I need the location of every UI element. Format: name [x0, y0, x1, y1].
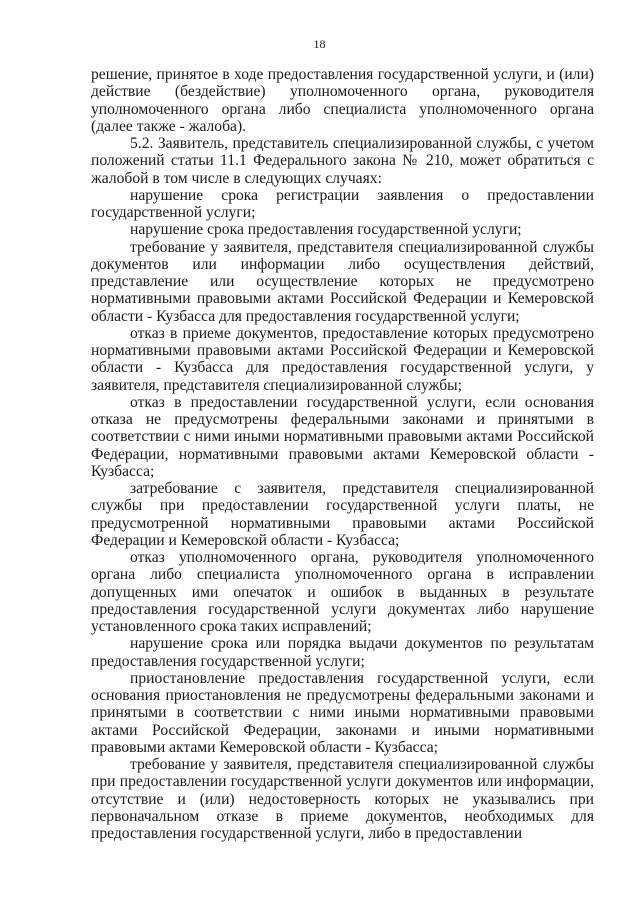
paragraph-missing-info-demand: требование у заявителя, представителя специализированной службы при предоставлении государственной услуги документов или информации, отсутствие и (или) недостоверность которых не указывались при первоначальном отказе в приеме документов, необходимых для предоставления государственной услуги, либо в предоставлении	[91, 756, 594, 842]
paragraph-error-correction-refusal: отказ уполномоченного органа, руководителя уполномоченного органа либо специалиста уполномоченного органа в исправлении допущенных ими опечаток и ошибок в выданных в результате предоставления государственной услуги документах либо нарушение установленного срока таких исправлений;	[91, 549, 594, 635]
paragraph-extra-documents-demand: требование у заявителя, представителя специализированной службы документов или информации либо осуществления действий, представление или осуществление которых не предусмотрено нормативными правовыми актами Российской Федерации и Кемеровской области - Кузбасса для предоставления государственной услуги;	[91, 238, 594, 325]
paragraph-issuance-violation: нарушение срока или порядка выдачи документов по результатам предоставления государственной услуги;	[91, 635, 594, 670]
paragraph-service-refusal: отказ в предоставлении государственной услуги, если основания отказа не предусмотрены федеральными законами и принятыми в соответствии с ними иными нормативными правовыми актами Российской Федерации, нормативными правовыми актами Кемеровской области - Кузбасса;	[91, 393, 594, 480]
paragraph-service-deadline: нарушение срока предоставления государственной услуги;	[130, 221, 522, 239]
document-body	[91, 66, 594, 842]
page-number: 18	[313, 37, 326, 51]
paragraph-complaint-definition-end: решение, принятое в ходе предоставления государственной услуги, и (или) действие (бездействие) уполномоченного органа, руководителя уполномоченного органа либо специалиста уполномоченного органа (далее также - жалоба).	[91, 66, 594, 135]
paragraph-documents-refusal: отказ в приеме документов, предоставление которых предусмотрено нормативными правовыми актами Российской Федерации и Кемеровской области - Кузбасса для предоставления государственной услуги, у заявителя, представителя специализированной службы;	[91, 324, 594, 394]
paragraph-5-2-intro: 5.2. Заявитель, представитель специализированной службы, с учетом положений статьи 11.1 Федерального закона № 210, может обратиться с жалобой в том числе в следующих случаях:	[91, 135, 594, 187]
paragraph-suspension: приостановление предоставления государственной услуги, если основания приостановления не предусмотрены федеральными законами и принятыми в соответствии с ними иными нормативными правовыми актами Российской Федерации, законами и иными нормативными правовыми актами Кемеровской области - Кузбасса;	[91, 669, 594, 756]
paragraph-registration-deadline: нарушение срока регистрации заявления о предоставлении государственной услуги;	[91, 186, 594, 221]
paragraph-fee-demand: затребование с заявителя, представителя специализированной службы при предоставлении государственной услуги платы, не предусмотренной нормативными правовыми актами Российской Федерации и Кемеровской области - Кузбасса;	[91, 480, 594, 549]
